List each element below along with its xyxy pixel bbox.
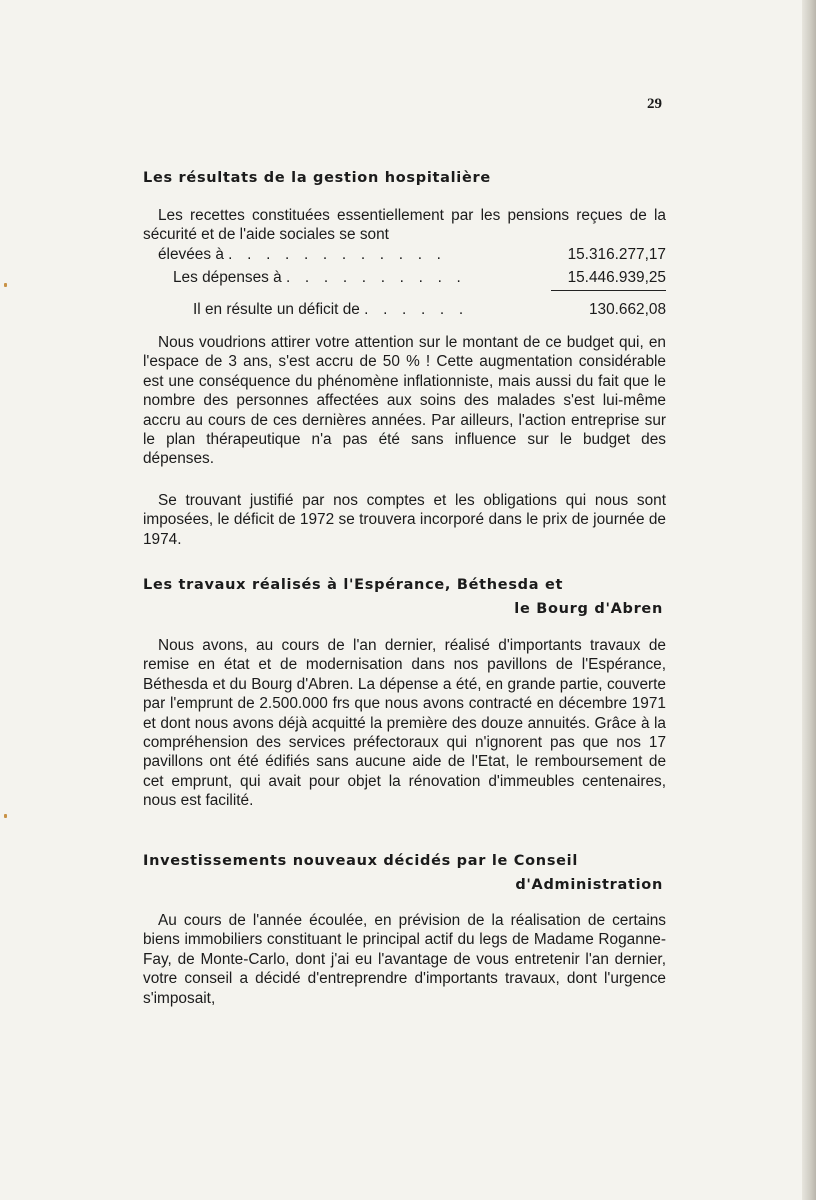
paragraph-revenues-intro [143, 206, 666, 245]
expenses-label: Les dépenses à [173, 269, 282, 286]
paragraph-text: Au cours de l'année écoulée, en prévision de la réalisation de certains biens immobiliers constituant le principal actif du legs de Madame Roganne-Fay, de Monte-Carlo, dont j'ai eu l'avantage de vous entretenir l'an dernier, votre conseil a décidé d'entreprendre d'importants travaux, dont l'urgence s'imposait, [143, 912, 666, 1007]
revenue-label: élevées à [158, 246, 224, 263]
heading-text-line2: d'Administration [515, 877, 663, 893]
heading-text-line1: Investissements nouveaux décidés par le Conseil [143, 853, 579, 869]
heading-text-line2: le Bourg d'Abren [514, 601, 663, 617]
paragraph-text: Nous voudrions attirer votre attention sur le montant de ce budget qui, en l'espace de 3 ans, s'est accru de 50 % ! Cette augmentation considérable est une conséquence du phénomène inflationniste, mais aussi du fait que le nombre des personnes affectées aux soins des malades s'est lui-même accru au cours de ces dernières années. Par ailleurs, l'action entreprise sur le plan thérapeutique n'a pas été sans influence sur le budget des dépenses. [143, 334, 666, 468]
page-edge [802, 0, 816, 1200]
paragraph-text: Nous avons, au cours de l'an dernier, réalisé d'importants travaux de remise en état et de modernisation dans nos pavillons de l'Espérance, Béthesda et du Bourg d'Abren. La dépense a été, en grande partie, couverte par l'emprunt de 2.500.000 frs que nous avons contracté en décembre 1971 et dont nous avons déjà acquitté la première des douze annuités. Grâce à la compréhension des services préfectoraux qui n'ignorent pas que nos 17 pavillons ont été édifiés sans aucune aide de l'Etat, le remboursement de cet emprunt, qui avait pour objet la rénovation d'immeubles centenaires, nous est facilité. [143, 637, 666, 810]
paragraph-works [143, 636, 666, 811]
deficit-amount: 130.662,08 [588, 301, 666, 318]
heading-text-line1: Les travaux réalisés à l'Espérance, Béthesda et [143, 577, 564, 593]
paragraph-text: Se trouvant justifié par nos comptes et les obligations qui nous sont imposées, le déficit de 1972 se trouvera incorporé dans le prix de journée de 1974. [143, 492, 666, 548]
expenses-amount: 15.446.939,25 [567, 269, 666, 286]
heading-text: Les résultats de la gestion hospitalière [143, 170, 491, 186]
revenue-amount: 15.316.277,17 [567, 246, 666, 263]
leader-dots: . . . . . . [364, 301, 469, 318]
paper-speck [4, 283, 7, 287]
paper-speck [4, 814, 7, 818]
paragraph-deficit-1972 [143, 491, 666, 549]
leader-dots: . . . . . . . . . . . . [228, 246, 447, 263]
revenue-row [143, 245, 666, 265]
section-heading-hospital-results [143, 166, 663, 190]
paragraph-text: Les recettes constituées essentiellement par les pensions reçues de la sécurité et de l'aide sociales se sont [143, 207, 666, 244]
deficit-row [143, 300, 666, 320]
paragraph-investments [143, 911, 666, 1008]
leader-dots: . . . . . . . . . . [285, 269, 467, 286]
paragraph-budget-increase [143, 333, 666, 469]
page-number: 29 [647, 96, 662, 112]
deficit-label: Il en résulte un déficit de [193, 301, 360, 318]
sum-rule [551, 290, 666, 291]
section-heading-investments [143, 849, 663, 897]
section-heading-works [143, 573, 663, 621]
expenses-row [143, 268, 666, 288]
